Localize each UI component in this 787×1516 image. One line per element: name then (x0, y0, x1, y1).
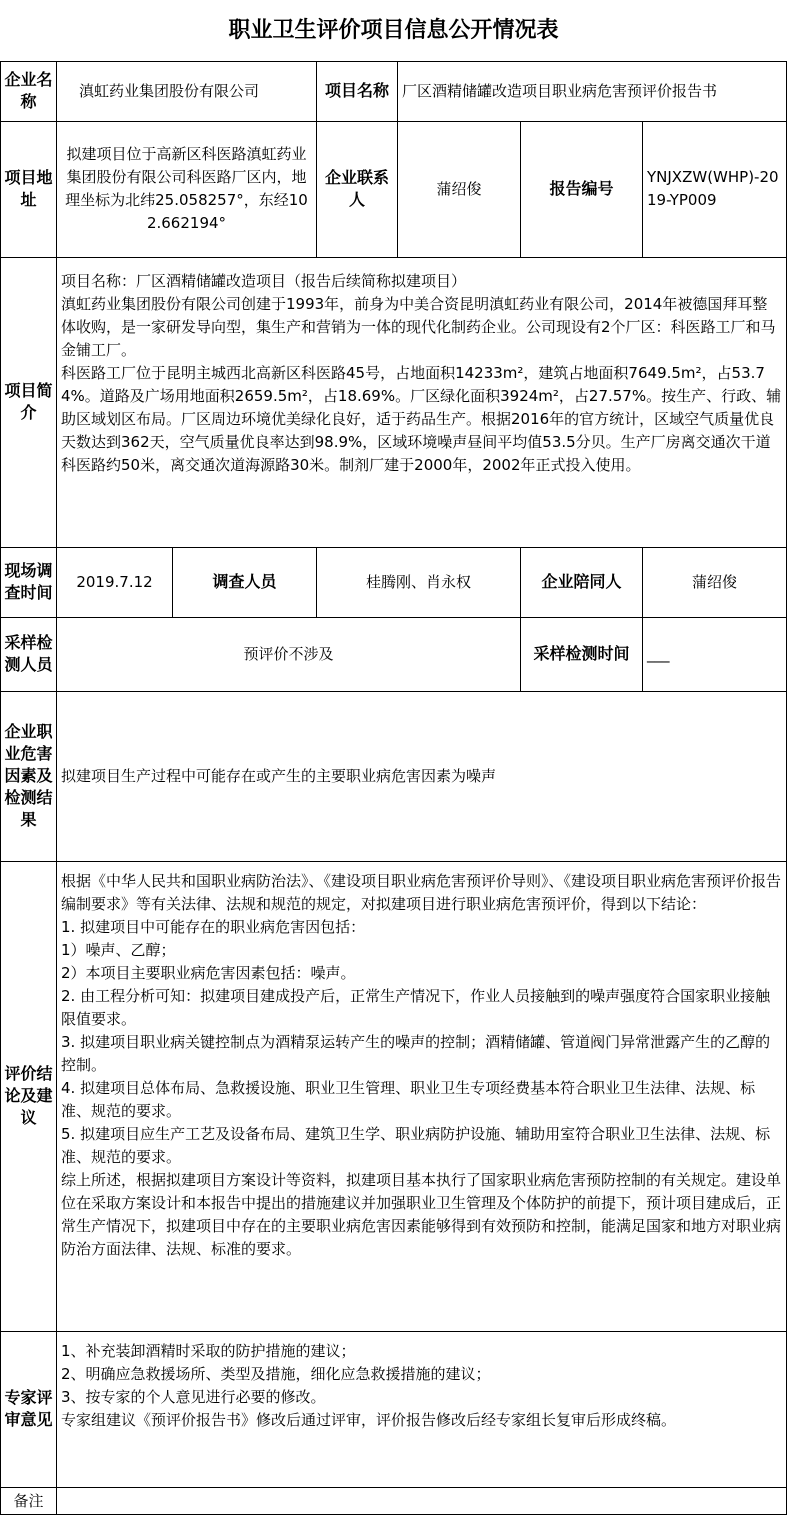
remarks-row (1, 1487, 787, 1514)
remarks-label: 备注 (1, 1487, 57, 1514)
hazard-row (1, 691, 787, 861)
expert-row (1, 1331, 787, 1487)
conclusion-line: 根据《中华人民共和国职业病防治法》、《建设项目职业病危害预评价导则》、《建设项目职业病危害预评价报告编制要求》等有关法律、法规和规范的规定，对拟建项目进行职业病危害预评价，得到以下结论： (61, 871, 782, 913)
page-title: 职业卫生评价项目信息公开情况表 (1, 0, 787, 61)
hazard-factors-label: 企业职业危害因素及检测结果 (1, 691, 57, 861)
conclusion-line: 1）噪声、乙醇； (61, 940, 176, 959)
hazard-factors-value: 拟建项目生产过程中可能存在或产生的主要职业病危害因素为噪声 (57, 691, 787, 861)
sampling-row (1, 617, 787, 691)
project-address-label: 项目地址 (1, 121, 57, 257)
expert-line: 专家组建议《预评价报告书》修改后通过评审，评价报告修改后经专家组长复审后形成终稿。 (61, 1410, 677, 1429)
sampling-staff-label: 采样检测人员 (1, 617, 57, 691)
sampling-time-label: 采样检测时间 (521, 617, 643, 691)
survey-time-value: 2019.7.12 (57, 547, 173, 617)
intro-row (1, 257, 787, 547)
project-name-value: 厂区酒精储罐改造项目职业病危害预评价报告书 (398, 61, 787, 121)
company-companion-label: 企业陪同人 (521, 547, 643, 617)
sampling-staff-value: 预评价不涉及 (57, 617, 521, 691)
company-contact-value: 蒲绍俊 (398, 121, 521, 257)
company-companion-value: 蒲绍俊 (643, 547, 787, 617)
company-name-label: 企业名称 (1, 61, 57, 121)
investigators-label: 调查人员 (173, 547, 317, 617)
expert-line: 1、补充装卸酒精时采取的防护措施的建议； (61, 1341, 356, 1360)
project-address-value: 拟建项目位于高新区科医路滇虹药业集团股份有限公司科医路厂区内，地理坐标为北纬25.058257°，东经102.662194° (57, 121, 317, 257)
project-intro-label: 项目简介 (1, 257, 57, 547)
conclusion-label: 评价结论及建议 (1, 861, 57, 1331)
project-name-label: 项目名称 (317, 61, 398, 121)
company-name-value: 滇虹药业集团股份有限公司 (57, 61, 317, 121)
report-number-label: 报告编号 (521, 121, 643, 257)
intro-line: 科医路工厂位于昆明主城西北高新区科医路45号，占地面积14233m²，建筑占地面积7649.5m²，占53.74%。道路及广场用地面积2659.5m²，占18.69%。厂区绿化面积3924m²，占27.57%。按生产、行政、辅助区域划区布局。厂区周边环境优美绿化良好，适于药品生产。根据2016年的官方统计，区域空气质量优良天数达到362天，空气质量优良率达到98.9%，区域环境噪声昼间平均值53.5分贝。生产厂房离交通次干道科医路约50米，离交通次道海源路30米。制剂厂建于2000年，2002年正式投入使用。 (61, 363, 782, 474)
company-row (1, 61, 787, 121)
conclusion-row (1, 861, 787, 1331)
expert-review-label: 专家评审意见 (1, 1331, 57, 1487)
conclusion-line: 1. 拟建项目中可能存在的职业病危害因包括： (61, 917, 366, 936)
conclusion-line: 5. 拟建项目应生产工艺及设备布局、建筑卫生学、职业病防护设施、辅助用室符合职业卫生法律、法规、标准、规范的要求。 (61, 1124, 771, 1166)
remarks-value (57, 1487, 787, 1514)
report-number-value: YNJXZW(WHP)-2019-YP009 (643, 121, 787, 257)
address-row (1, 121, 787, 257)
conclusion-line: 4. 拟建项目总体布局、急救援设施、职业卫生管理、职业卫生专项经费基本符合职业卫生法律、法规、标准、规范的要求。 (61, 1078, 756, 1120)
conclusion-line: 综上所述，根据拟建项目方案设计等资料，拟建项目基本执行了国家职业病危害预防控制的有关规定。建设单位在采取方案设计和本报告中提出的措施建议并加强职业卫生管理及个体防护的前提下，预计项目建成后，正常生产情况下，拟建项目中存在的主要职业病危害因素能够得到有效预防和控制，能满足国家和地方对职业病防治方面法律、法规、标准的要求。 (61, 1170, 782, 1258)
survey-row (1, 547, 787, 617)
conclusion-line: 3. 拟建项目职业病关键控制点为酒精泵运转产生的噪声的控制；酒精储罐、管道阀门异常泄露产生的乙醇的控制。 (61, 1032, 771, 1074)
expert-review-text (57, 1331, 787, 1487)
expert-line: 2、明确应急救援场所、类型及措施，细化应急救援措施的建议； (61, 1364, 491, 1383)
expert-line: 3、按专家的个人意见进行必要的修改。 (61, 1387, 326, 1406)
investigators-value: 桂腾刚、肖永权 (317, 547, 521, 617)
conclusion-line: 2. 由工程分析可知：拟建项目建成投产后，正常生产情况下，作业人员接触到的噪声强度符合国家职业接触限值要求。 (61, 986, 771, 1028)
company-contact-label: 企业联系人 (317, 121, 398, 257)
sampling-time-value: ___ (643, 617, 787, 691)
intro-line: 滇虹药业集团股份有限公司创建于1993年，前身为中美合资昆明滇虹药业有限公司，2014年被德国拜耳整体收购，是一家研发导向型，集生产和营销为一体的现代化制药企业。公司现设有2个厂区：科医路工厂和马金铺工厂。 (61, 294, 776, 359)
conclusion-line: 2）本项目主要职业病危害因素包括：噪声。 (61, 963, 356, 982)
conclusion-text (57, 861, 787, 1331)
project-intro-text (57, 257, 787, 547)
survey-time-label: 现场调查时间 (1, 547, 57, 617)
intro-line: 项目名称：厂区酒精储罐改造项目（报告后续简称拟建项目） (61, 271, 467, 290)
